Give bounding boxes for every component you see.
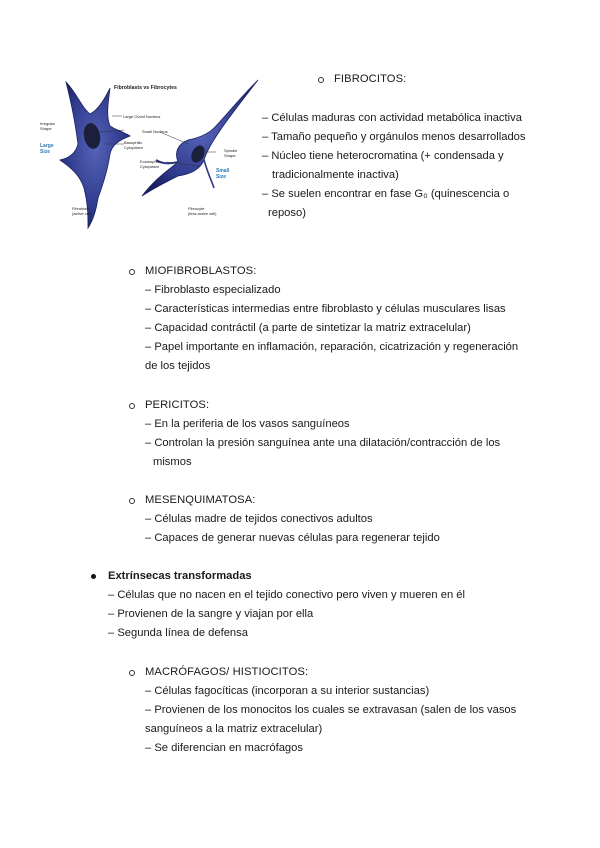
- miofibroblastos-item: – Papel importante en inflamación, reparación, cicatrización y regeneración: [145, 341, 519, 353]
- miofibroblastos-item: de los tejidos: [145, 360, 211, 372]
- label-small-size: Size: [216, 174, 227, 180]
- label-small-nucleus: Small Nucleus: [142, 129, 168, 134]
- bullet-circle-mesenquimatosa: [129, 498, 135, 504]
- bullet-circle-pericitos: [129, 403, 135, 409]
- pericitos-item: mismos: [153, 456, 192, 468]
- label-basophilic-cytoplasm: Cytoplasm: [124, 145, 143, 150]
- fibrocyte-cell: [142, 80, 258, 196]
- fibrocitos-item: – Tamaño pequeño y orgánulos menos desarrollados: [262, 131, 526, 143]
- bullet-circle-fibrocitos: [318, 77, 324, 83]
- label-eosinophilic: Eosinophilic: [140, 159, 162, 164]
- fibrocitos-item: reposo): [268, 207, 306, 219]
- label-small: Small: [216, 168, 230, 174]
- fibrocitos-item: – Células maduras con actividad metabólica inactiva: [262, 112, 522, 124]
- label-irregular: Irregular: [40, 121, 55, 126]
- bullet-circle-macrofagos: [129, 670, 135, 676]
- macrofagos-item: – Células fagocíticas (incorporan a su interior sustancias): [145, 685, 430, 697]
- heading-pericitos: PERICITOS:: [145, 399, 210, 411]
- fibrocitos-item: – Núcleo tiene heterocromatina (+ condensada y: [262, 150, 504, 162]
- pericitos-item: – Controlan la presión sanguínea ante una dilatación/contracción de los: [145, 437, 501, 449]
- figure-svg: [38, 70, 260, 230]
- label-large: Large: [40, 143, 54, 149]
- fibrocitos-item: tradicionalmente inactiva): [272, 169, 399, 181]
- label-eosinophilic-cytoplasm: Cytoplasm: [140, 164, 159, 169]
- miofibroblastos-item: – Fibroblasto especializado: [145, 284, 281, 296]
- label-fibroblast: Fibroblast: [72, 206, 90, 211]
- bullet-dot-extrinsecas: [91, 574, 96, 579]
- extrinsecas-item: – Provienen de la sangre y viajan por ella: [108, 608, 314, 620]
- miofibroblastos-item: – Características intermedias entre fibroblasto y células musculares lisas: [145, 303, 506, 315]
- label-fibrocyte: Fibrocyte: [188, 206, 205, 211]
- heading-macrofagos: MACRÓFAGOS/ HISTIOCITOS:: [145, 666, 309, 678]
- macrofagos-item: sanguíneos a la matriz extracelular): [145, 723, 323, 735]
- heading-miofibroblastos: MIOFIBROBLASTOS:: [145, 265, 257, 277]
- pericitos-item: – En la periferia de los vasos sanguíneos: [145, 418, 350, 430]
- label-spindle-shape: Shape: [224, 153, 236, 158]
- fibroblast-cell: [60, 82, 130, 228]
- label-basophilic: Basophilic: [124, 140, 143, 145]
- bullet-circle-miofibroblastos: [129, 269, 135, 275]
- figure-title: Fibroblasts vs Fibrocytes: [114, 85, 177, 91]
- heading-extrinsecas: Extrínsecas transformadas: [108, 570, 252, 582]
- heading-mesenquimatosa: MESENQUIMATOSA:: [145, 494, 256, 506]
- fibroblast-fibrocyte-figure: [38, 70, 260, 230]
- label-large-size: Size: [40, 149, 51, 155]
- heading-fibrocitos: FIBROCITOS:: [334, 73, 407, 85]
- fibrocitos-item: – Se suelen encontrar en fase G₀ (quinescencia o: [262, 188, 510, 200]
- extrinsecas-item: – Segunda línea de defensa: [108, 627, 248, 639]
- extrinsecas-item: – Células que no nacen en el tejido conectivo pero viven y mueren en él: [108, 589, 465, 601]
- miofibroblastos-item: – Capacidad contráctil (a parte de sintetizar la matriz extracelular): [145, 322, 471, 334]
- mesenquimatosa-item: – Capaces de generar nuevas células para regenerar tejido: [145, 532, 440, 544]
- label-fibroblast-sub: (active cell): [72, 211, 93, 216]
- label-large-ovoid-nucleus: Large Ovoid Nucleus: [123, 114, 161, 119]
- macrofagos-item: – Provienen de los monocitos los cuales se extravasan (salen de los vasos: [145, 704, 517, 716]
- mesenquimatosa-item: – Células madre de tejidos conectivos adultos: [145, 513, 373, 525]
- label-irregular-shape: Shape: [40, 126, 52, 131]
- macrofagos-item: – Se diferencian en macrófagos: [145, 742, 303, 754]
- label-fibrocyte-sub: (less active cell): [188, 211, 217, 216]
- label-spindle: Spindle: [224, 148, 238, 153]
